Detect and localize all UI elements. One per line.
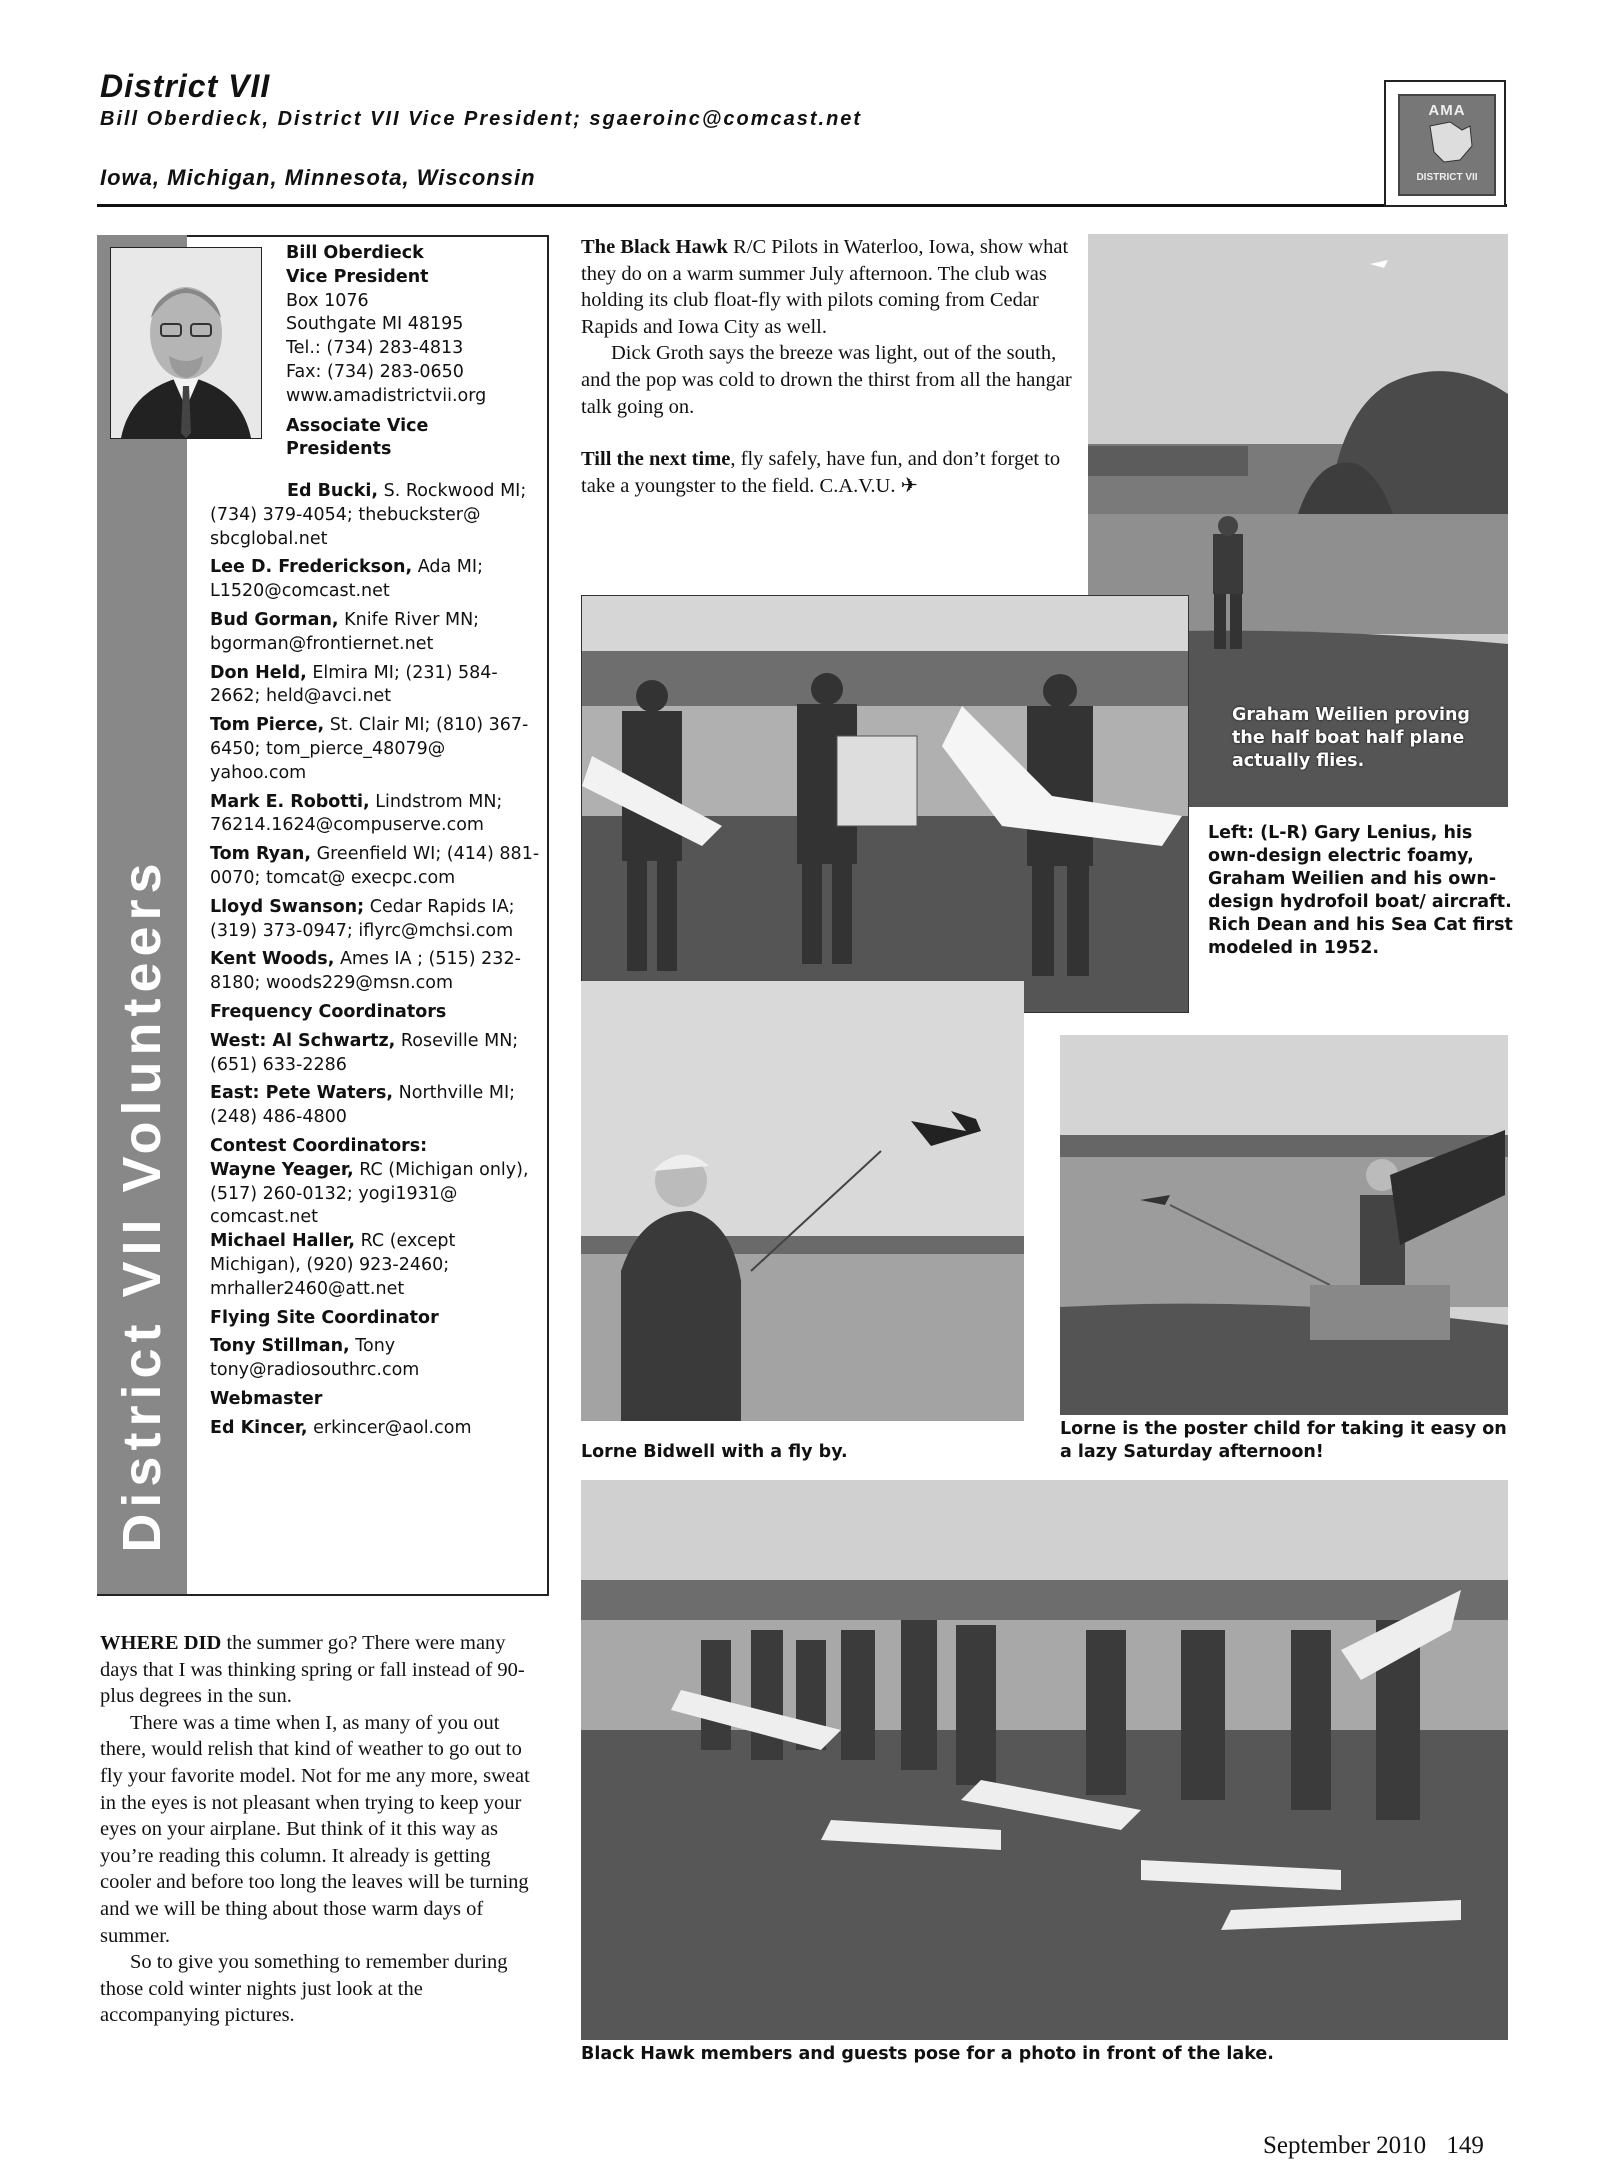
webmaster-heading: Webmaster <box>210 1388 323 1409</box>
article-para: There was a time when I, as many of you out there, would relish that kind of weather to go out to fly your favorite model. Not for me any more, sweat in the eyes is not pleasant when trying to keep your eyes on your airplane. But think of it this way as you’re reading this column. It already is getting cooler and before too long the leaves will be turning and we will be thing about those warm days of summer. <box>100 1711 530 1947</box>
site-item: Tony Stillman, Tony tony@radiosouthrc.com <box>210 1336 420 1381</box>
webmaster-item: Ed Kincer, erkincer@aol.com <box>210 1417 472 1438</box>
article-para: Dick Groth says the breeze was light, out of the south, and the pop was cold to drown the thirst from all the hangar talk going on. <box>581 342 1072 418</box>
photo-lorne-flyby <box>581 981 1024 1421</box>
district-states: Iowa, Michigan, Minnesota, Wisconsin <box>100 165 536 190</box>
article-para: So to give you something to remember during those cold winter nights just look at the accompanying pictures. <box>100 1951 508 2027</box>
photo-trio <box>581 595 1189 1013</box>
contest-heading: Contest Coordinators: <box>210 1135 428 1156</box>
assoc-item: Tom Ryan, Greenfield WI; (414) 881-0070; tomcat@ execpc.com <box>210 844 540 888</box>
photo-lorne-bench <box>1060 1035 1508 1415</box>
caption-trio: Left: (L-R) Gary Lenius, his own-design electric foamy, Graham Weilien and his own-design hydrofoil boat/ aircraft. Rich Dean and his Sea Cat first modeled in 1952. <box>1208 823 1513 958</box>
article-body <box>100 1630 546 2029</box>
logo-ama-text: AMA <box>1428 102 1466 119</box>
page-number: 149 <box>1446 2132 1484 2159</box>
assoc-heading: Associate Vice Presidents <box>286 415 429 460</box>
assoc-item: Ed Bucki, S. Rockwood MI; (734) 379-4054; thebuckster@ sbcglobal.net <box>210 481 527 549</box>
caption-lorne-flyby: Lorne Bidwell with a fly by. <box>581 1442 848 1462</box>
logo-district-label: DISTRICT VII <box>1416 172 1478 183</box>
article-para: The Black Hawk R/C Pilots in Waterloo, Iowa, show what they do on a warm summer July afternoon. The club was holding its club float-fly with pilots coming from Cedar Rapids and Iowa City as well. <box>581 236 1069 338</box>
assoc-item: Mark E. Robotti, Lindstrom MN; 76214.1624@compuserve.com <box>210 791 503 836</box>
assoc-item: Lloyd Swanson; Cedar Rapids IA; (319) 373-0947; iflyrc@mchsi.com <box>210 896 515 941</box>
contest-item: Michael Haller, RC (except Michigan), (920) 923-2460; mrhaller2460@att.net <box>210 1231 456 1299</box>
issue-date: September 2010 <box>1263 2132 1427 2159</box>
assoc-item: Bud Gorman, Knife River MN; bgorman@frontiernet.net <box>210 609 480 654</box>
vp-fax: Fax: (734) 283-0650 <box>286 361 464 382</box>
district-title: District VII <box>100 68 271 104</box>
vp-contact <box>286 242 536 462</box>
article-para: WHERE DID the summer go? There were many days that I was thinking spring or fall instead of 90-plus degrees in the sun. <box>100 1632 525 1708</box>
volunteer-list <box>210 480 540 1445</box>
assoc-item: Lee D. Frederickson, Ada MI; L1520@comcast.net <box>210 557 483 602</box>
vp-tel: Tel.: (734) 283-4813 <box>286 338 464 359</box>
freq-item: West: Al Schwartz, Roseville MN; (651) 633-2286 <box>210 1030 519 1075</box>
header-rule <box>97 204 1507 207</box>
ama-wings-icon: ✈ <box>900 474 918 497</box>
photo-group <box>581 1480 1508 2040</box>
article-para: Till the next time, fly safely, have fun, and don’t forget to take a youngster to the field. C.A.V.U. ✈ <box>581 448 1061 497</box>
district-vp-line: Bill Oberdieck, District VII Vice President; sgaeroinc@comcast.net <box>100 108 863 130</box>
vp-address1: Box 1076 <box>286 290 369 311</box>
freq-item: East: Pete Waters, Northville MI; (248) 486-4800 <box>210 1083 516 1128</box>
freq-heading: Frequency Coordinators <box>210 1001 447 1022</box>
vp-role: Vice President <box>286 266 429 287</box>
district-logo <box>1384 80 1506 207</box>
vp-web: www.amadistrictvii.org <box>286 385 487 406</box>
caption-lorne-bench: Lorne is the poster child for taking it easy on a lazy Saturday afternoon! <box>1060 1419 1507 1462</box>
district-logo-badge <box>1398 94 1496 196</box>
page-footer <box>1263 2132 1484 2160</box>
caption-graham: Graham Weilien proving the half boat half plane actually flies. <box>1232 705 1470 771</box>
contest-item: Wayne Yeager, RC (Michigan only), (517) 260-0132; yogi1931@ comcast.net <box>210 1159 529 1228</box>
volunteers-band-title: District VII Volunteers <box>112 857 172 1553</box>
assoc-item: Tom Pierce, St. Clair MI; (810) 367-6450; tom_pierce_48079@ yahoo.com <box>210 715 529 783</box>
assoc-item: Don Held, Elmira MI; (231) 584-2662; held@avci.net <box>210 662 498 707</box>
article-intro <box>581 234 1076 499</box>
vp-portrait <box>110 247 262 439</box>
site-heading: Flying Site Coordinator <box>210 1307 439 1328</box>
vp-address2: Southgate MI 48195 <box>286 314 464 335</box>
assoc-item: Kent Woods, Ames IA ; (515) 232-8180; woods229@msn.com <box>210 949 521 994</box>
caption-group: Black Hawk members and guests pose for a photo in front of the lake. <box>581 2044 1274 2064</box>
vp-name: Bill Oberdieck <box>286 243 424 263</box>
